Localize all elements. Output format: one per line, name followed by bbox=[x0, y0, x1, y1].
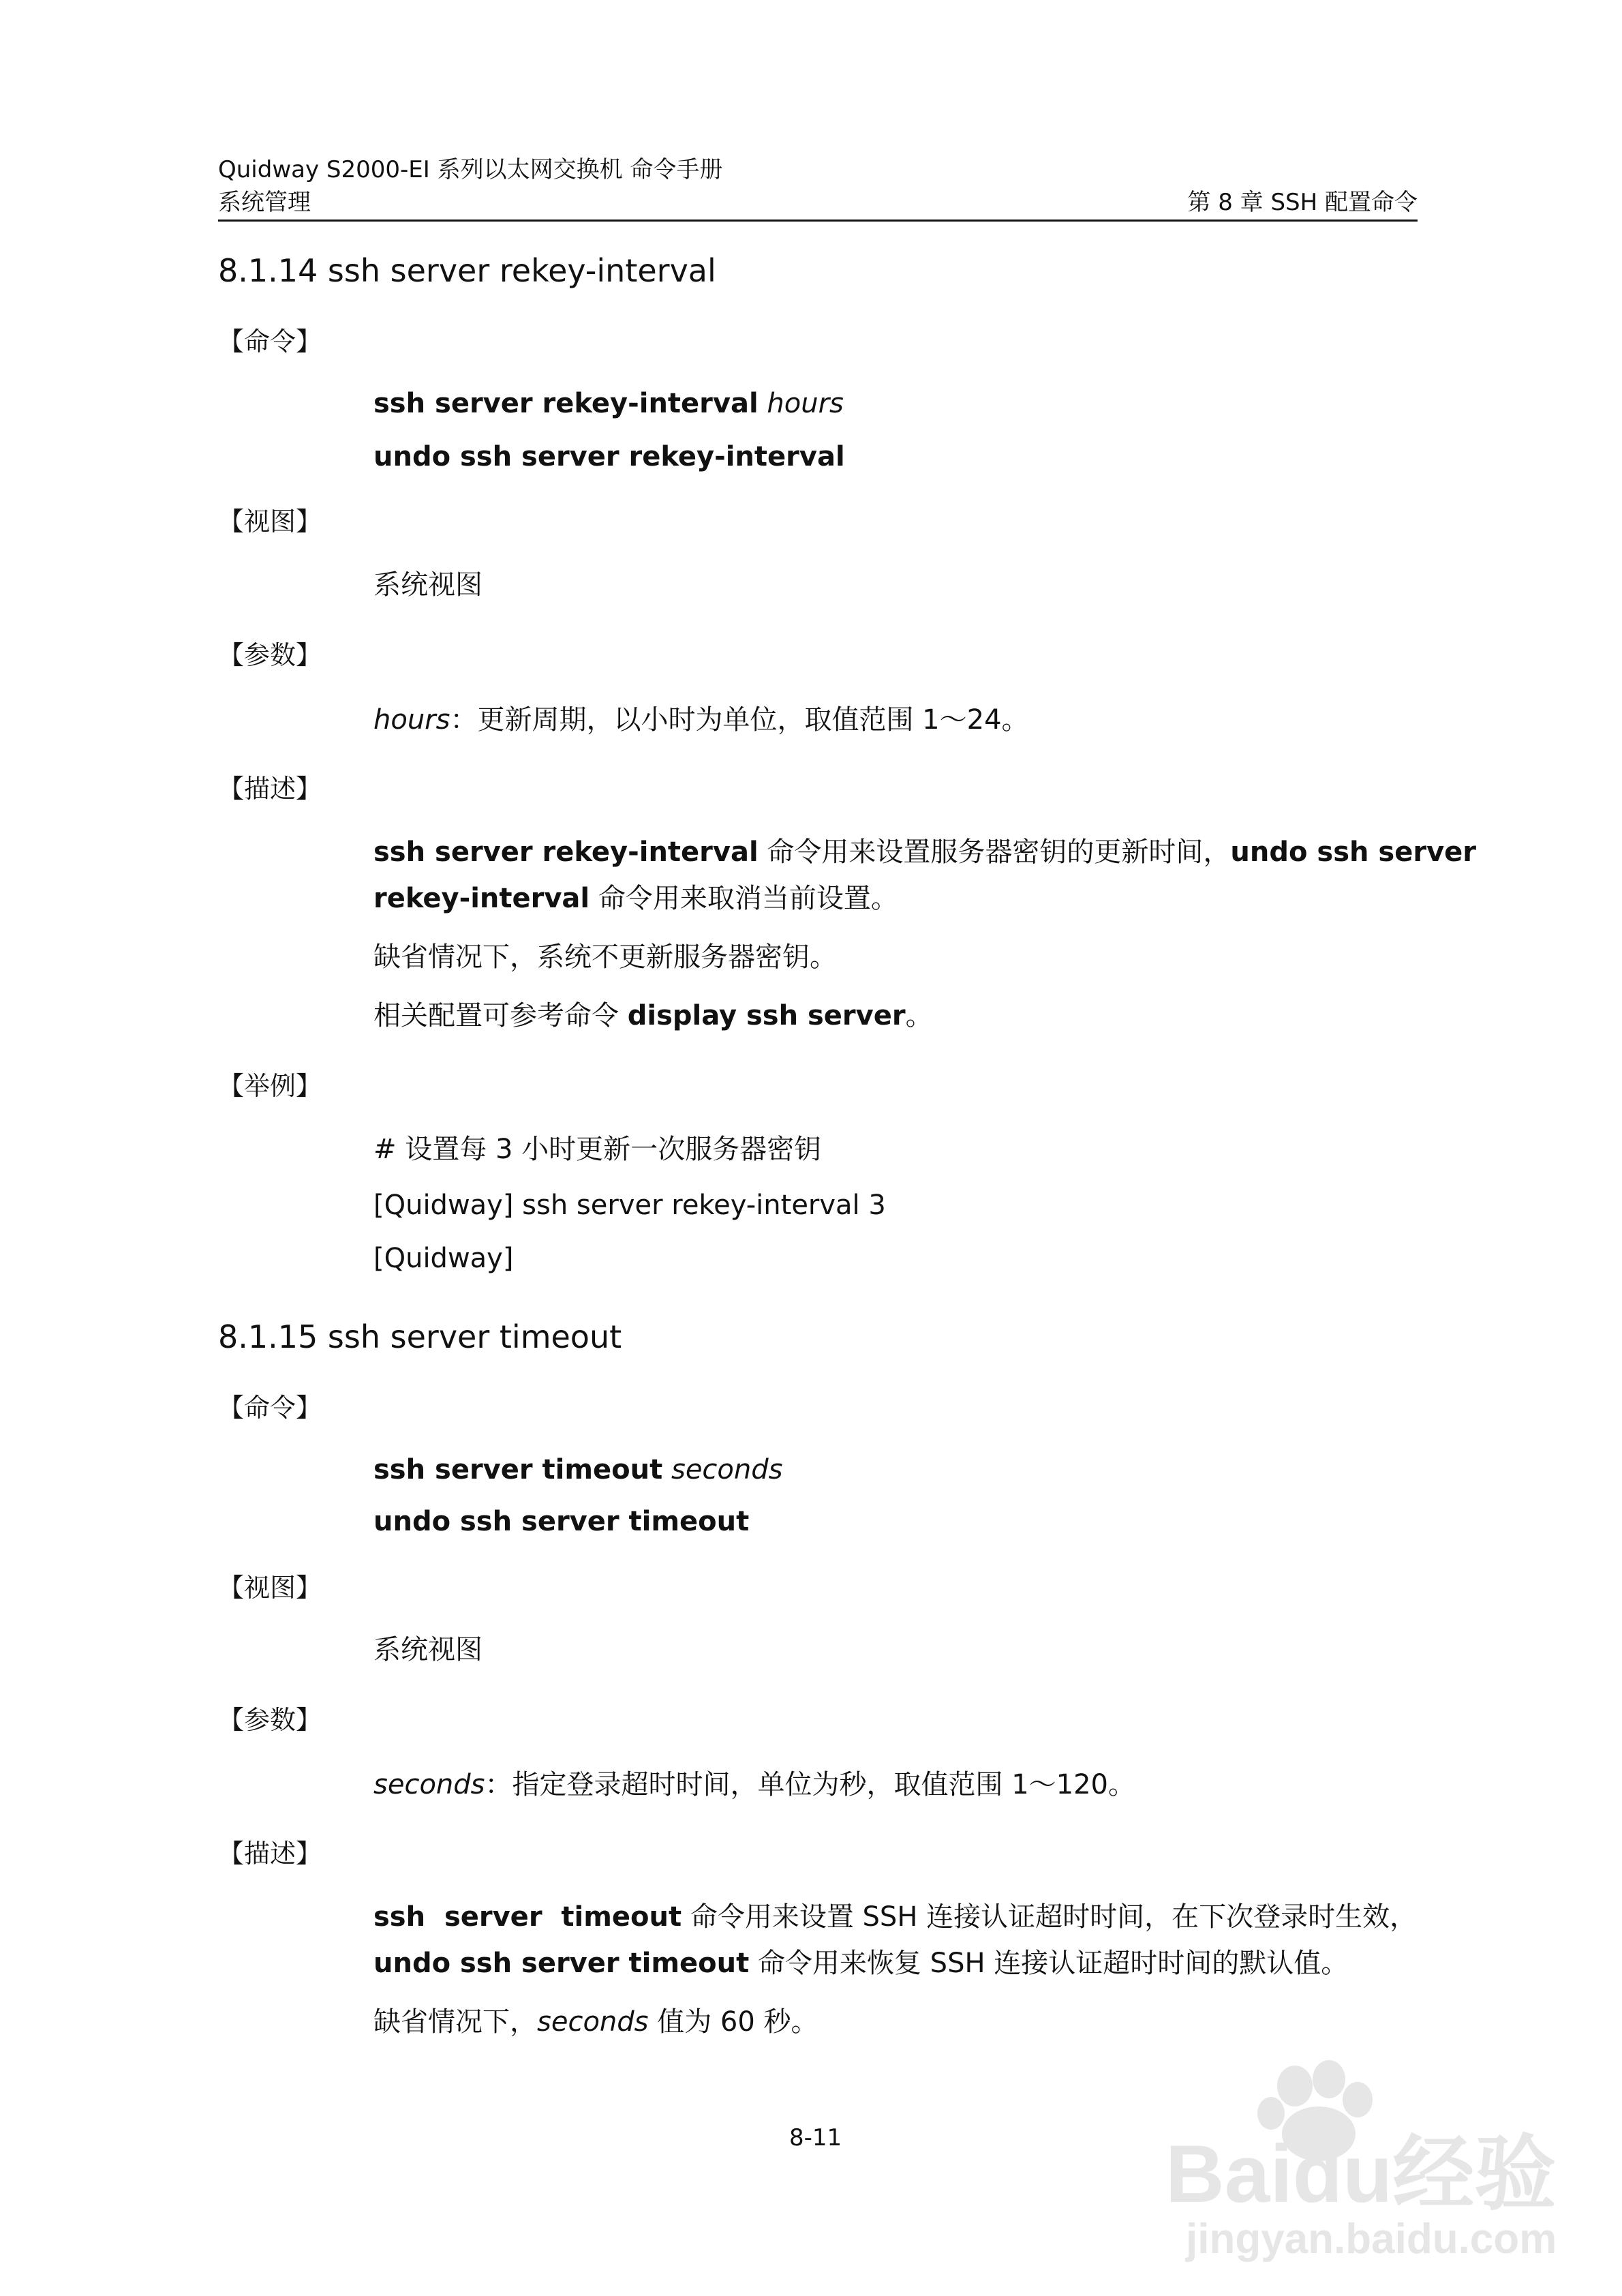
label-desc: 【描述】 bbox=[218, 774, 322, 804]
param-desc: ：更新周期，以小时为单位，取值范围 1～24。 bbox=[450, 704, 1029, 736]
header-chapter: 第 8 章 SSH 配置命令 bbox=[1187, 189, 1418, 216]
undo-command-syntax: undo ssh server rekey-interval bbox=[373, 441, 845, 472]
label-example: 【举例】 bbox=[218, 1071, 322, 1101]
desc-line-2 bbox=[373, 885, 898, 912]
desc-text: 相关配置可参考命令 bbox=[373, 1000, 628, 1031]
label-param: 【参数】 bbox=[218, 1705, 322, 1735]
desc-keyword: display ssh server bbox=[627, 1000, 906, 1031]
desc-text: 值为 60 秒。 bbox=[648, 2006, 818, 2038]
watermark-logo-text: Baidu经验 bbox=[1165, 2128, 1557, 2220]
desc-line-3: 缺省情况下，系统不更新服务器密钥。 bbox=[373, 941, 837, 973]
header-rule bbox=[218, 220, 1418, 222]
label-view: 【视图】 bbox=[218, 507, 322, 537]
view-text: 系统视图 bbox=[373, 1634, 483, 1665]
view-text: 系统视图 bbox=[373, 569, 483, 601]
watermark-url: jingyan.baidu.com bbox=[1186, 2216, 1557, 2263]
param-desc: ：指定登录超时时间，单位为秒，取值范围 1～120。 bbox=[485, 1769, 1136, 1800]
command-syntax bbox=[373, 1456, 782, 1483]
header-section: 系统管理 bbox=[218, 189, 311, 216]
label-desc: 【描述】 bbox=[218, 1839, 322, 1869]
command-syntax bbox=[373, 390, 844, 417]
desc-text: 缺省情况下， bbox=[373, 2006, 537, 2038]
label-command: 【命令】 bbox=[218, 1393, 322, 1423]
header-title: Quidway S2000-EI 系列以太网交换机 命令手册 bbox=[218, 156, 723, 183]
label-command: 【命令】 bbox=[218, 327, 322, 357]
command-keyword: ssh server rekey-interval bbox=[373, 388, 759, 419]
desc-line-2 bbox=[373, 1950, 1348, 1977]
param-name: hours bbox=[373, 704, 450, 736]
command-arg: hours bbox=[767, 388, 844, 419]
desc-keyword: rekey-interval bbox=[373, 883, 590, 914]
desc-keyword: undo ssh server timeout bbox=[373, 1948, 750, 1979]
param-text bbox=[373, 706, 1029, 734]
desc-text: 命令用来设置 SSH 连接认证超时时间，在下次登录时生效， bbox=[682, 1901, 1418, 1933]
desc-line-4 bbox=[373, 1002, 933, 1029]
param-text bbox=[373, 1771, 1135, 1798]
desc-text: 命令用来恢复 SSH 连接认证超时时间的默认值。 bbox=[749, 1948, 1349, 1979]
example-line: [Quidway] bbox=[373, 1243, 514, 1274]
command-keyword: ssh server timeout bbox=[373, 1454, 663, 1485]
param-name: seconds bbox=[373, 1769, 485, 1800]
page-number: 8-11 bbox=[789, 2124, 842, 2151]
label-view: 【视图】 bbox=[218, 1573, 322, 1603]
section-heading-timeout: 8.1.15 ssh server timeout bbox=[218, 1318, 622, 1355]
desc-line-1 bbox=[373, 836, 1476, 868]
command-arg: seconds bbox=[671, 1454, 783, 1485]
example-comment: # 设置每 3 小时更新一次服务器密钥 bbox=[373, 1134, 822, 1165]
desc-text: 命令用来设置服务器密钥的更新时间， bbox=[758, 836, 1231, 868]
example-line: [Quidway] ssh server rekey-interval 3 bbox=[373, 1190, 886, 1221]
undo-command-syntax: undo ssh server timeout bbox=[373, 1506, 750, 1537]
desc-keyword: ssh server rekey-interval bbox=[373, 836, 759, 868]
desc-keyword: ssh server timeout bbox=[373, 1901, 682, 1933]
section-heading-rekey: 8.1.14 ssh server rekey-interval bbox=[218, 252, 716, 289]
desc-text: 命令用来取消当前设置。 bbox=[590, 883, 898, 914]
desc-keyword: undo ssh server bbox=[1230, 836, 1476, 868]
label-param: 【参数】 bbox=[218, 640, 322, 670]
desc-line-1 bbox=[373, 1903, 1417, 1931]
desc-line-3 bbox=[373, 2008, 818, 2036]
desc-text: 。 bbox=[905, 1000, 933, 1031]
desc-arg: seconds bbox=[537, 2006, 649, 2038]
baidu-watermark-logo bbox=[1159, 2059, 1581, 2263]
